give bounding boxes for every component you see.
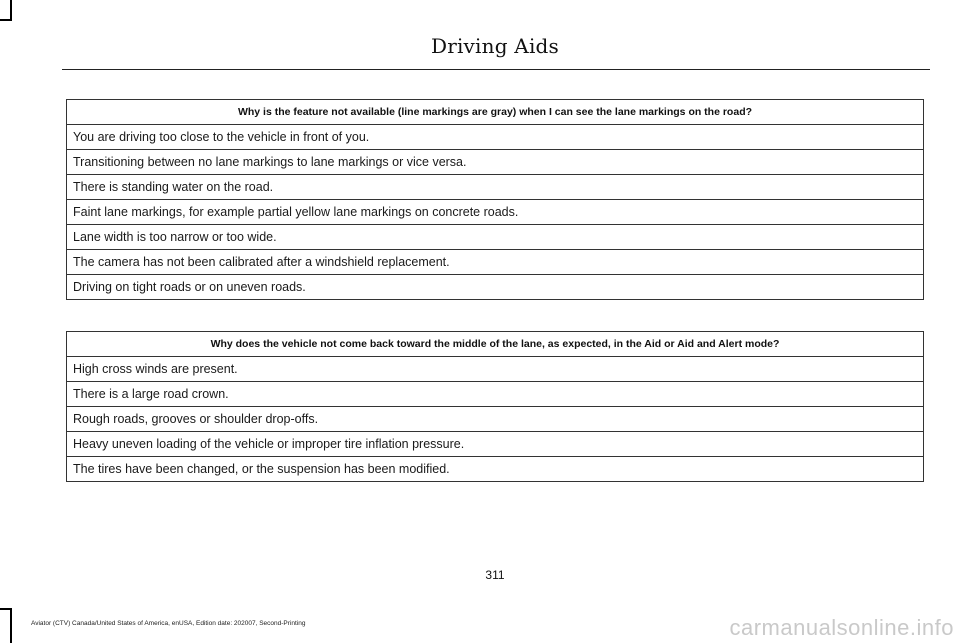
table-cell: The tires have been changed, or the suspension has been modified. xyxy=(67,457,924,482)
table-row xyxy=(67,250,924,275)
title-divider xyxy=(62,69,930,70)
table-header: Why does the vehicle not come back toward the middle of the lane, as expected, in the Aid or Aid and Alert mode? xyxy=(67,332,924,357)
table-cell: The camera has not been calibrated after a windshield replacement. xyxy=(67,250,924,275)
crop-mark-bottom-left-vertical xyxy=(10,608,12,643)
table-header-row xyxy=(67,100,924,125)
table-cell: Faint lane markings, for example partial yellow lane markings on concrete roads. xyxy=(67,200,924,225)
table-row xyxy=(67,357,924,382)
table-row xyxy=(67,407,924,432)
table-row xyxy=(67,457,924,482)
table-row xyxy=(67,125,924,150)
watermark: carmanualsonline.info xyxy=(729,615,954,640)
table-header-row xyxy=(67,332,924,357)
table-cell: Transitioning between no lane markings to lane markings or vice versa. xyxy=(67,150,924,175)
table-row xyxy=(67,175,924,200)
table-row xyxy=(67,200,924,225)
page-number: 311 xyxy=(485,568,505,582)
crop-mark-top-left-vertical xyxy=(10,0,12,20)
table-cell: Driving on tight roads or on uneven roads. xyxy=(67,275,924,300)
table-row xyxy=(67,432,924,457)
faq-table-lane-centering xyxy=(66,331,924,482)
crop-mark-top-left-horizontal xyxy=(0,19,12,21)
table-cell: You are driving too close to the vehicle in front of you. xyxy=(67,125,924,150)
table-row xyxy=(67,382,924,407)
table-cell: Heavy uneven loading of the vehicle or improper tire inflation pressure. xyxy=(67,432,924,457)
faq-table-lane-markings-unavailable xyxy=(66,99,924,300)
table-cell: Rough roads, grooves or shoulder drop-offs. xyxy=(67,407,924,432)
edition-footer: Aviator (CTV) Canada/United States of America, enUSA, Edition date: 202007, Second-Printing xyxy=(31,620,306,627)
table-row xyxy=(67,150,924,175)
table-cell: There is standing water on the road. xyxy=(67,175,924,200)
table-cell: High cross winds are present. xyxy=(67,357,924,382)
table-row xyxy=(67,225,924,250)
crop-mark-bottom-left-horizontal xyxy=(0,608,12,610)
table-row xyxy=(67,275,924,300)
table-cell: Lane width is too narrow or too wide. xyxy=(67,225,924,250)
page-title: Driving Aids xyxy=(430,34,560,58)
table-cell: There is a large road crown. xyxy=(67,382,924,407)
table-header: Why is the feature not available (line markings are gray) when I can see the lane markings on the road? xyxy=(67,100,924,125)
